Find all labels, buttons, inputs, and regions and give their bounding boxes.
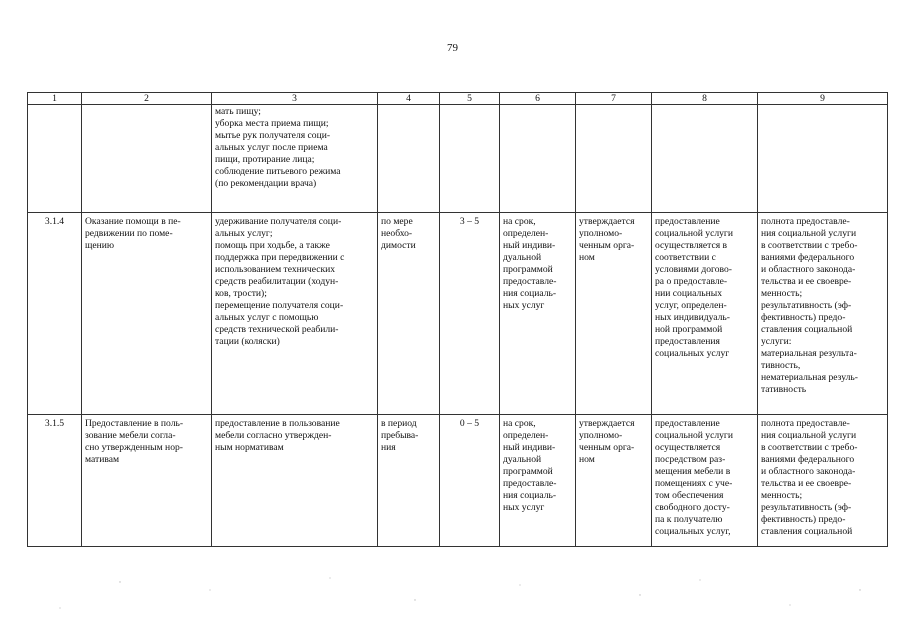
- column-number: 2: [82, 93, 212, 105]
- service-code: [28, 105, 82, 213]
- service-description: мать пищу; уборка места приема пищи; мытье рук получателя соци- альных услуг после приема пищи, протирание лица; соблюдение питьевого режима (по рекомендации врача): [212, 105, 378, 213]
- column-number: 8: [652, 93, 758, 105]
- scan-noise: [0, 560, 905, 630]
- service-tariff: [576, 105, 652, 213]
- service-name: Предоставление в поль- зование мебели согла- сно утвержденным нор- мативам: [82, 415, 212, 547]
- service-description: удерживание получателя соци- альных услуг; помощь при ходьбе, а также поддержка при передвижении с использованием технических средств реабилитации (ходун- ков, трости); перемещение получателя соци- альных услуг с помощью средств технической реабили- тации (коляски): [212, 213, 378, 415]
- service-code: 3.1.4: [28, 213, 82, 415]
- service-conditions: предоставление социальной услуги осуществляется в соответствии с условиями догово- ра о предоставле- нии социальных услуг, определен- ных индивидуаль- ной программой предоставления социальных услуг: [652, 213, 758, 415]
- table-row: [28, 105, 888, 213]
- service-conditions: [652, 105, 758, 213]
- service-name: Оказание помощи в пе- редвижении по поме- щению: [82, 213, 212, 415]
- column-number: 9: [758, 93, 888, 105]
- column-number: 3: [212, 93, 378, 105]
- service-duration: 3 – 5: [440, 213, 500, 415]
- column-number: 4: [378, 93, 440, 105]
- table-row: [28, 415, 888, 547]
- service-term: на срок, определен- ный индиви- дуальной программой предоставле- ния социаль- ных услуг: [500, 213, 576, 415]
- service-quality: [758, 105, 888, 213]
- service-term: на срок, определен- ный индиви- дуальной программой предоставле- ния социаль- ных услуг: [500, 415, 576, 547]
- service-duration: 0 – 5: [440, 415, 500, 547]
- service-quality: полнота предоставле- ния социальной услуги в соответствии с требо- ваниями федерального и областного законода- тельства и ее своевре- менность; результативность (эф- фективность) предо- ставления социальной услуги: материальная результа- тивность, нематериальная резуль- тативность: [758, 213, 888, 415]
- service-frequency: [378, 105, 440, 213]
- column-number: 1: [28, 93, 82, 105]
- service-frequency: в период пребыва- ния: [378, 415, 440, 547]
- service-tariff: утверждается уполномо- ченным орга- ном: [576, 213, 652, 415]
- services-table: [27, 92, 888, 547]
- column-number: 5: [440, 93, 500, 105]
- table-row: [28, 213, 888, 415]
- service-description: предоставление в пользование мебели согласно утвержден- ным нормативам: [212, 415, 378, 547]
- service-tariff: утверждается уполномо- ченным орга- ном: [576, 415, 652, 547]
- service-name: [82, 105, 212, 213]
- column-number: 7: [576, 93, 652, 105]
- service-duration: [440, 105, 500, 213]
- column-number-row: [28, 93, 888, 105]
- page-number: 79: [447, 42, 458, 54]
- service-frequency: по мере необхо- димости: [378, 213, 440, 415]
- service-term: [500, 105, 576, 213]
- service-conditions: предоставление социальной услуги осуществляется посредством раз- мещения мебели в помещениях с уче- том обеспечения свободного досту- па к получателю социальных услуг,: [652, 415, 758, 547]
- service-code: 3.1.5: [28, 415, 82, 547]
- service-quality: полнота предоставле- ния социальной услуги в соответствии с требо- ваниями федерального и областного законода- тельства и ее своевре- менность; результативность (эф- фективность) предо- ставления социальной: [758, 415, 888, 547]
- column-number: 6: [500, 93, 576, 105]
